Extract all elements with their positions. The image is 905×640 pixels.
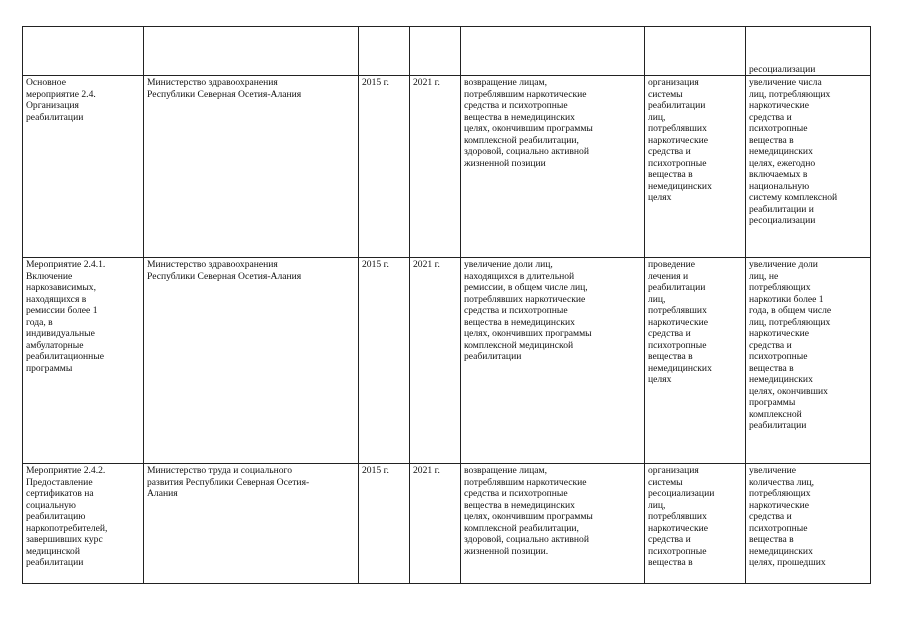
expected-result-cell: увеличение доли лиц, находящихся в длительной ремиссии, в общем числе лиц, потреблявших наркотические средства и психотропные вещества в немедицинских целях, окончивших программы комплексной медицинской реабилитации [461, 258, 645, 464]
table-row [23, 464, 871, 584]
main-directions-cell: проведение лечения и реабилитации лиц, потреблявших наркотические средства и психотропные вещества в немедицинских целях [645, 258, 746, 464]
start-year-cell: 2015 г. [359, 258, 410, 464]
main-directions-cell: организация системы ресоциализации лиц, потреблявших наркотические средства и психотропные вещества в [645, 464, 746, 584]
indicator-link-cell: увеличение числа лиц, потребляющих наркотические средства и психотропные вещества в немедицинских целях, ежегодно включаемых в национальную систему комплексной реабилитации и ресоциализации [746, 76, 871, 258]
start-year-cell [359, 27, 410, 76]
activity-name-cell [23, 27, 144, 76]
activity-name-cell: Основное мероприятие 2.4. Организация реабилитации [23, 76, 144, 258]
start-year-cell: 2015 г. [359, 464, 410, 584]
executor-cell: Министерство здравоохранения Республики Северная Осетия-Алания [144, 76, 359, 258]
end-year-cell: 2021 г. [410, 76, 461, 258]
end-year-cell: 2021 г. [410, 464, 461, 584]
indicator-link-cell: увеличение доли лиц, не потребляющих наркотики более 1 года, в общем числе лиц, потребляющих наркотические средства и психотропные вещества в немедицинских целях, окончивших программы комплексной реабилитации [746, 258, 871, 464]
executor-cell: Министерство труда и социального развития Республики Северная Осетия- Алания [144, 464, 359, 584]
expected-result-cell: возвращение лицам, потреблявшим наркотические средства и психотропные вещества в немедицинских целях, окончившим программы комплексной реабилитации, здоровой, социально активной жизненной позиции [461, 76, 645, 258]
indicator-link-cell: увеличение количества лиц, потребляющих наркотические средства и психотропные вещества в немедицинских целях, прошедших [746, 464, 871, 584]
executor-cell [144, 27, 359, 76]
end-year-cell [410, 27, 461, 76]
program-activities-table [22, 26, 871, 584]
activity-name-cell: Мероприятие 2.4.2. Предоставление сертификатов на социальную реабилитацию наркопотребителей, завершивших курс медицинской реабилитации [23, 464, 144, 584]
end-year-cell: 2021 г. [410, 258, 461, 464]
expected-result-cell: возвращение лицам, потреблявшим наркотические средства и психотропные вещества в немедицинских целях, окончившим программы комплексной реабилитации, здоровой, социально активной жизненной позиции. [461, 464, 645, 584]
activity-name-cell: Мероприятие 2.4.1. Включение наркозависимых, находящихся в ремиссии более 1 года, в индивидуальные амбулаторные реабилитационные программы [23, 258, 144, 464]
executor-cell: Министерство здравоохранения Республики Северная Осетия-Алания [144, 258, 359, 464]
expected-result-cell [461, 27, 645, 76]
table-row [23, 76, 871, 258]
table-row [23, 258, 871, 464]
main-directions-cell: организация системы реабилитации лиц, потреблявших наркотические средства и психотропные вещества в немедицинских целях [645, 76, 746, 258]
table-row [23, 27, 871, 76]
main-directions-cell [645, 27, 746, 76]
indicator-link-cell: ресоциализации [746, 27, 871, 76]
start-year-cell: 2015 г. [359, 76, 410, 258]
